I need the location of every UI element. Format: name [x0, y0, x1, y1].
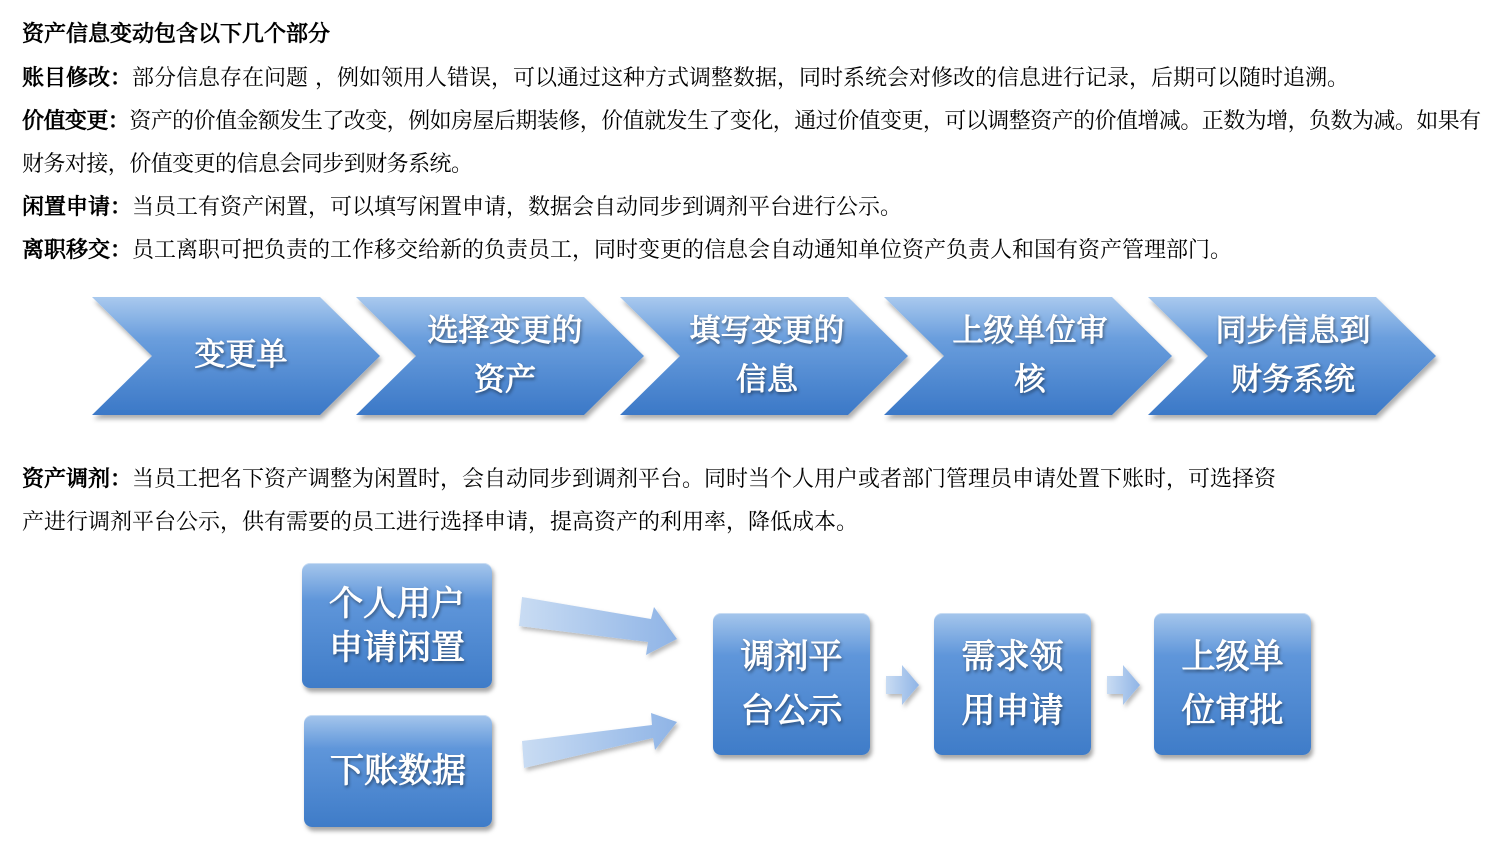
- chevron-label-5: [1183, 307, 1403, 405]
- step-box-demand-request: [934, 613, 1091, 755]
- step-text-line2: 财务系统: [1231, 362, 1355, 398]
- transfer-text-line1: 当员工把名下资产调整为闲置时，会自动同步到调剂平台。同时当个人用户或者部门管理员申请处置下账时，可选择资: [132, 467, 1277, 492]
- transfer-paragraph-line1: [22, 458, 1488, 501]
- item-separator: ：: [110, 195, 133, 220]
- box-text-line2: 台公示: [740, 691, 843, 731]
- step-text-line1: 选择变更的: [427, 313, 583, 349]
- box-text-line1: 上级单: [1181, 637, 1284, 677]
- item-label: 离职移交: [22, 238, 111, 263]
- transfer-separator: ：: [110, 467, 133, 492]
- transfer-text-line2: 产进行调剂平台公示，供有需要的员工进行选择申请，提高资产的利用率，降低成本。: [22, 510, 859, 535]
- box-text-line1: 需求领: [961, 637, 1064, 677]
- item-label: 价值变更: [22, 109, 108, 134]
- step-text-line2: 资产: [474, 362, 536, 398]
- item-label: 账目修改: [22, 66, 111, 91]
- chevron-label-3: [657, 307, 877, 405]
- step-text-line1: 上级单位审: [952, 313, 1108, 349]
- chevron-label-1: [131, 331, 351, 380]
- chevron-label-2: [395, 307, 615, 405]
- box-text-line1: 个人用户: [329, 583, 465, 624]
- item-separator: ：: [110, 238, 133, 263]
- item-text: 部分信息存在问题 ，例如领用人错误，可以通过这种方式调整数据，同时系统会对修改的信息进行记录，后期可以随时追溯。: [132, 66, 1350, 91]
- item-text: 当员工有资产闲置，可以填写闲置申请，数据会自动同步到调剂平台进行公示。: [132, 195, 903, 220]
- step-text-line1: 同步信息到: [1215, 313, 1371, 349]
- step-text-line1: 填写变更的: [689, 313, 845, 349]
- transfer-paragraph-line2: [22, 501, 1488, 544]
- box-text-line1: 下账数据: [330, 751, 466, 791]
- source-box-writeoff-data: [304, 715, 492, 827]
- source-box-personal-idle: [302, 563, 492, 688]
- chevron-label-4: [920, 307, 1140, 405]
- step-text-line2: 核: [1014, 362, 1046, 398]
- item-text: 资产的价值金额发生了改变，例如房屋后期装修，价值就发生了变化，通过价值变更，可以调整资产的价值增减。正数为增，负数为减。如果有财务对接，价值变更的信息会同步到财务系统。: [22, 109, 1481, 177]
- item-label: 闲置申请: [22, 195, 111, 220]
- item-separator: ：: [110, 66, 133, 91]
- box-text-line2: 用申请: [961, 691, 1064, 731]
- box-text-line1: 调剂平: [740, 637, 843, 677]
- step-text-line2: 信息: [736, 362, 798, 398]
- box-text-line2: 位审批: [1181, 691, 1284, 731]
- step-text-line1: 变更单: [194, 337, 288, 373]
- item-separator: ：: [107, 109, 130, 134]
- box-text-line2: 申请闲置: [329, 627, 465, 668]
- transfer-label: 资产调剂: [22, 467, 111, 492]
- section-title: 资产信息变动包含以下几个部分: [22, 22, 331, 47]
- step-box-platform-publicity: [713, 613, 870, 755]
- item-text: 员工离职可把负责的工作移交给新的负责员工，同时变更的信息会自动通知单位资产负责人和国有资产管理部门。: [132, 238, 1233, 263]
- step-box-superior-approval: [1154, 613, 1311, 755]
